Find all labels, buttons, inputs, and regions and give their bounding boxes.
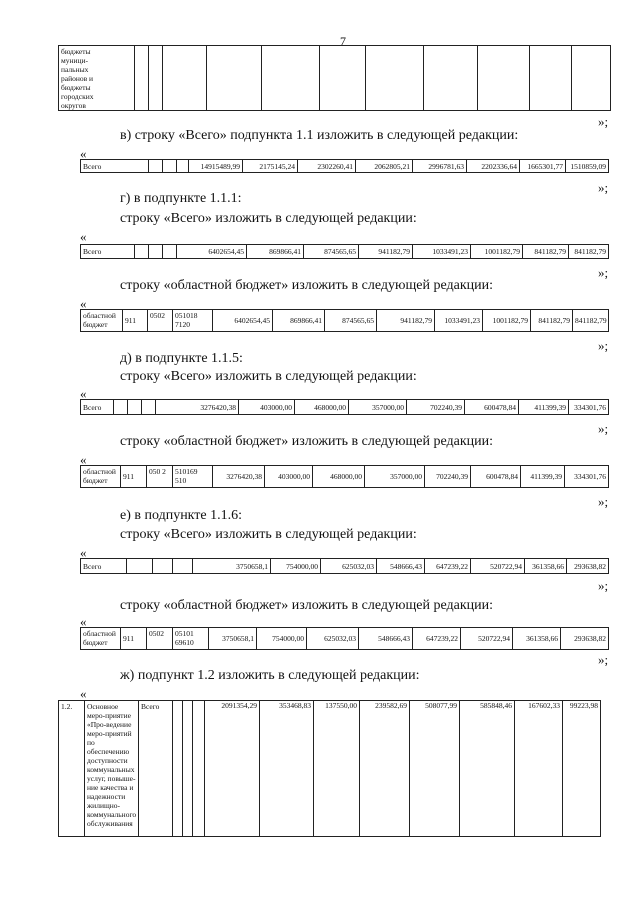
table-cell: 403000,00 xyxy=(265,466,313,488)
table-cell: 548666,43 xyxy=(359,628,413,650)
table-cell: 702240,39 xyxy=(425,466,471,488)
section-d-2: строку «Всего» изложить в следующей редакции: xyxy=(120,369,417,384)
table-cell: 874565,65 xyxy=(325,310,377,332)
table-cell: 293638,82 xyxy=(567,559,609,574)
table-zh xyxy=(58,700,601,837)
section-zh: ж) подпункт 1.2 изложить в следующей редакции: xyxy=(120,668,420,683)
table-cell: 137550,00 xyxy=(314,701,360,837)
table-cell: 3276420,38 xyxy=(213,466,265,488)
table-cell: 050 2 xyxy=(147,466,173,488)
close-quote: »; xyxy=(598,578,609,593)
table-cell: 841182,79 xyxy=(523,245,569,259)
table-cell: 841182,79 xyxy=(573,310,609,332)
table-cell: 6402654,45 xyxy=(177,245,247,259)
table-cell: 2202336,64 xyxy=(467,160,520,173)
table-cell: 0502 xyxy=(148,310,173,332)
table-cell: 754000,00 xyxy=(257,628,307,650)
table-cell: 05101 69610 xyxy=(173,628,209,650)
table-cell xyxy=(149,160,163,173)
fragment-line: городских xyxy=(61,92,94,101)
table-cell xyxy=(59,46,135,111)
open-quote: « xyxy=(80,386,87,401)
table-cell: 600478,84 xyxy=(471,466,521,488)
close-quote: »; xyxy=(598,652,609,667)
open-quote: « xyxy=(80,545,87,560)
table-cell: 911 xyxy=(121,628,147,650)
table-cell: 14915489,99 xyxy=(189,160,243,173)
table-cell: Основное меро-приятие «Про-ведение меро-приятий по обеспечению доступности коммунальных услуг, повыше-ние качества и надежности жилищно-коммунального обслуживания xyxy=(85,701,139,837)
table-cell: 874565,65 xyxy=(304,245,359,259)
table-cell: Всего xyxy=(81,160,149,173)
table-cell: 647239,22 xyxy=(413,628,461,650)
open-quote: « xyxy=(80,452,87,467)
table-v xyxy=(80,159,609,173)
table-cell: 1001182,79 xyxy=(483,310,531,332)
table-cell: 293638,82 xyxy=(561,628,609,650)
table-cell: 754000,00 xyxy=(271,559,321,574)
section-e-2: строку «Всего» изложить в следующей редакции: xyxy=(120,527,417,542)
table-cell: 051018 7120 xyxy=(173,310,213,332)
section-v: в) строку «Всего» подпункта 1.1 изложить в следующей редакции: xyxy=(120,128,519,143)
table-cell xyxy=(128,400,142,415)
section-g-3: строку «областной бюджет» изложить в следующей редакции: xyxy=(120,278,493,293)
table-cell: областной бюджет xyxy=(81,466,121,488)
fragment-line: округов xyxy=(61,101,86,110)
table-cell: 941182,79 xyxy=(377,310,435,332)
table-cell: 869866,41 xyxy=(273,310,325,332)
table-cell: 357000,00 xyxy=(365,466,425,488)
table-cell: 510169 510 xyxy=(173,466,213,488)
table-cell: 99223,98 xyxy=(563,701,601,837)
table-cell: 334301,76 xyxy=(565,466,609,488)
table-cell xyxy=(114,400,128,415)
table-cell: 468000,00 xyxy=(313,466,365,488)
open-quote: « xyxy=(80,614,87,629)
table-cell: 468000,00 xyxy=(295,400,349,415)
table-cell xyxy=(163,245,177,259)
open-quote: « xyxy=(80,146,87,161)
close-quote: »; xyxy=(598,180,609,195)
table-d-oblast xyxy=(80,465,609,488)
table-cell: 1.2. xyxy=(59,701,85,837)
table-cell xyxy=(183,701,193,837)
table-cell: 411399,39 xyxy=(521,466,565,488)
table-cell xyxy=(173,701,183,837)
fragment-line: районов и xyxy=(61,74,94,83)
table-cell: 941182,79 xyxy=(359,245,413,259)
table-cell: Всего xyxy=(139,701,173,837)
table-cell: 520722,94 xyxy=(471,559,525,574)
table-cell: 3750658,1 xyxy=(209,628,257,650)
table-cell: 647239,22 xyxy=(425,559,471,574)
table-cell: 1001182,79 xyxy=(471,245,523,259)
table-cell: 6402654,45 xyxy=(213,310,273,332)
section-g-2: строку «Всего» изложить в следующей редакции: xyxy=(120,211,417,226)
table-cell: 911 xyxy=(121,466,147,488)
close-quote: »; xyxy=(598,114,609,129)
table-cell: 239582,69 xyxy=(360,701,410,837)
table-cell xyxy=(163,160,177,173)
open-quote: « xyxy=(80,229,87,244)
table-cell: 3750658,1 xyxy=(193,559,271,574)
table-cell: 841182,79 xyxy=(569,245,609,259)
table-cell: 2302260,41 xyxy=(298,160,356,173)
table-cell xyxy=(149,245,163,259)
page-number: 7 xyxy=(340,34,346,48)
fragment-text xyxy=(61,47,132,110)
table-cell xyxy=(153,559,173,574)
table-cell: 167602,33 xyxy=(515,701,563,837)
table-cell: 585848,46 xyxy=(460,701,515,837)
table-cell xyxy=(193,701,205,837)
table-cell: 361358,66 xyxy=(525,559,567,574)
table-cell xyxy=(135,245,149,259)
section-d-3: строку «областной бюджет» изложить в следующей редакции: xyxy=(120,434,493,449)
table-cell: Всего xyxy=(81,245,135,259)
table-e-oblast xyxy=(80,627,609,650)
table-cell xyxy=(177,160,189,173)
table-cell: 0502 xyxy=(147,628,173,650)
fragment-line: пальных xyxy=(61,65,89,74)
table-cell: 2175145,24 xyxy=(243,160,298,173)
table-cell: 1665301,77 xyxy=(520,160,566,173)
close-quote: »; xyxy=(598,338,609,353)
table-cell: 520722,94 xyxy=(461,628,513,650)
table-cell: 1033491,23 xyxy=(435,310,483,332)
table-cell: 600478,84 xyxy=(465,400,519,415)
open-quote: « xyxy=(80,686,87,701)
table-g xyxy=(80,244,609,259)
table-cell: 702240,39 xyxy=(407,400,465,415)
table-cell: 353468,83 xyxy=(260,701,314,837)
table-cell: 911 xyxy=(123,310,148,332)
table-cell: 2091354,29 xyxy=(205,701,260,837)
table-cell: областной бюджет xyxy=(81,310,123,332)
table-cell: 841182,79 xyxy=(531,310,573,332)
table-cell xyxy=(142,400,156,415)
table-cell: 625032,03 xyxy=(307,628,359,650)
table-cell xyxy=(127,559,153,574)
table-cell: 403000,00 xyxy=(239,400,295,415)
table-cell: 2062805,21 xyxy=(356,160,413,173)
table-e xyxy=(80,558,609,574)
close-quote: »; xyxy=(598,421,609,436)
table-cell: 357000,00 xyxy=(349,400,407,415)
table-cell: Всего xyxy=(81,559,127,574)
table-cell: 869866,41 xyxy=(247,245,304,259)
table-cell: 625032,03 xyxy=(321,559,377,574)
open-quote: « xyxy=(80,296,87,311)
table-cell: Всего xyxy=(81,400,114,415)
section-e-3: строку «областной бюджет» изложить в следующей редакции: xyxy=(120,598,493,613)
table-cell: 361358,66 xyxy=(513,628,561,650)
table-cell: 2996781,63 xyxy=(413,160,467,173)
table-cell: 1033491,23 xyxy=(413,245,471,259)
table-cell: 1510859,09 xyxy=(566,160,609,173)
section-d-1: д) в подпункте 1.1.5: xyxy=(120,351,243,366)
table-cell: областной бюджет xyxy=(81,628,121,650)
table-top-fragment xyxy=(58,45,611,111)
table-cell: 548666,43 xyxy=(377,559,425,574)
table-g-oblast xyxy=(80,309,609,332)
close-quote: »; xyxy=(598,494,609,509)
fragment-line: бюджеты xyxy=(61,47,91,56)
table-cell: 411399,39 xyxy=(519,400,569,415)
table-d xyxy=(80,399,609,415)
section-g-1: г) в подпункте 1.1.1: xyxy=(120,191,242,206)
fragment-line: муници- xyxy=(61,56,89,65)
table-cell xyxy=(173,559,193,574)
table-cell: 508077,99 xyxy=(410,701,460,837)
table-cell: 3276420,38 xyxy=(156,400,239,415)
fragment-line: бюджеты xyxy=(61,83,91,92)
section-e-1: е) в подпункте 1.1.6: xyxy=(120,508,243,523)
table-cell: 334301,76 xyxy=(569,400,609,415)
close-quote: »; xyxy=(598,265,609,280)
